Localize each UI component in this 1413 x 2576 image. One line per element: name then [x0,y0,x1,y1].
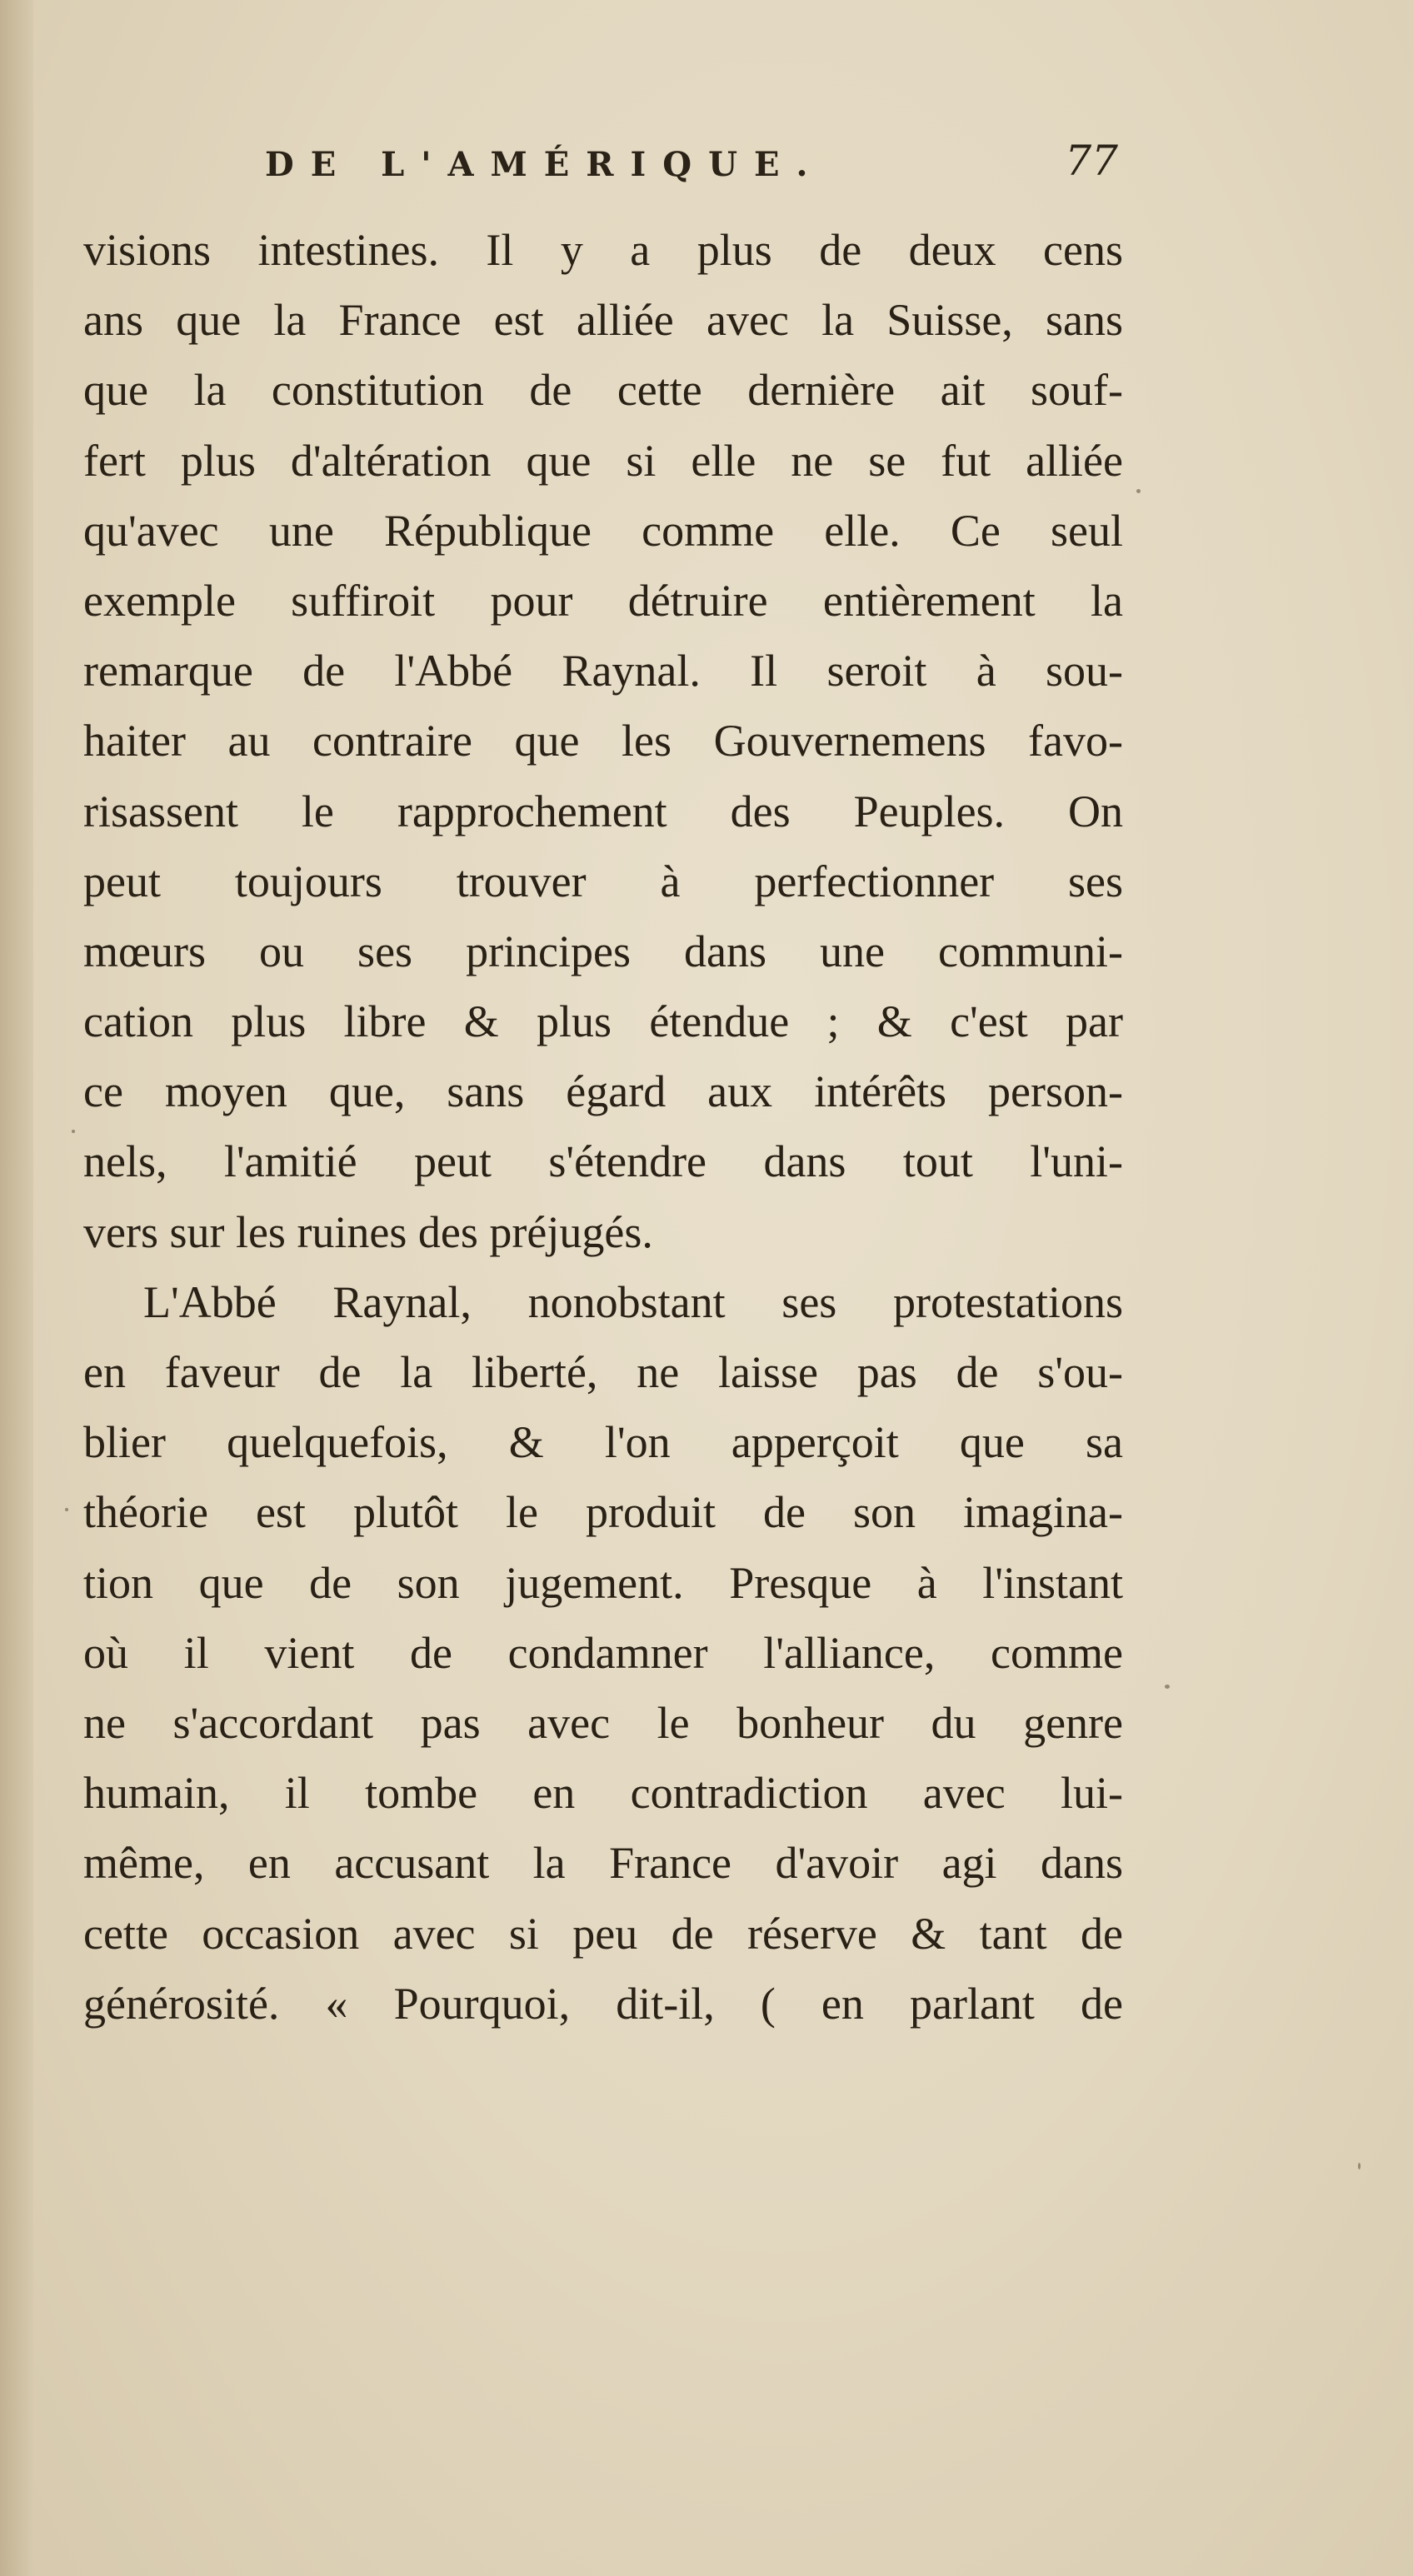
text-line: nels, l'amitié peut s'étendre dans tout l'uni- [83,1136,1123,1187]
text-line: blier quelquefois, & l'on apperçoit que sa [83,1417,1123,1468]
paper-speck [1165,1685,1170,1689]
text-line: peut toujours trouver à perfectionner ses [83,856,1123,906]
text-line: humain, il tombe en contradiction avec lui- [83,1768,1123,1819]
paper-speck [72,1130,75,1133]
page-number: 77 [1065,137,1118,185]
text-line: ans que la France est alliée avec la Suisse, sans [83,295,1123,346]
page-binding-edge [0,0,33,2576]
running-title: DE L'AMÉRIQUE. [265,145,825,184]
paper-speck [1358,2163,1361,2169]
text-line: que la constitution de cette dernière ait souf- [83,365,1123,416]
text-line: qu'avec une République comme elle. Ce seul [83,505,1123,556]
text-line: générosité. « Pourquoi, dit-il, ( en parlant de [83,1978,1123,2029]
text-line: fert plus d'altération que si elle ne se fut alliée [83,435,1123,486]
body-text [83,215,1123,2039]
paper-speck [1136,489,1141,493]
text-line: vers sur les ruines des préjugés. [83,1206,653,1257]
text-line: cation plus libre & plus étendue ; & c'est par [83,996,1123,1047]
paper-speck [65,1508,68,1511]
text-line: exemple suffiroit pour détruire entièrement la [83,575,1123,626]
text-line: ce moyen que, sans égard aux intérêts person- [83,1066,1123,1117]
page-header [223,133,1131,208]
text-line: risassent le rapprochement des Peuples. On [83,786,1123,836]
text-line: théorie est plutôt le produit de son imagina- [83,1487,1123,1538]
text-line: remarque de l'Abbé Raynal. Il seroit à sou- [83,646,1123,696]
text-line: même, en accusant la France d'avoir agi dans [83,1838,1123,1889]
text-line: cette occasion avec si peu de réserve & tant de [83,1908,1123,1959]
text-line: ne s'accordant pas avec le bonheur du genre [83,1697,1123,1748]
text-line: haiter au contraire que les Gouvernemens favo- [83,716,1123,766]
text-line: mœurs ou ses principes dans une communi- [83,926,1123,976]
text-line: L'Abbé Raynal, nonobstant ses protestations [143,1276,1123,1327]
text-line: visions intestines. Il y a plus de deux cens [83,225,1123,275]
text-line: tion que de son jugement. Presque à l'instant [83,1557,1123,1608]
text-line: en faveur de la liberté, ne laisse pas de s'ou- [83,1347,1123,1397]
text-line: où il vient de condamner l'alliance, comme [83,1627,1123,1678]
